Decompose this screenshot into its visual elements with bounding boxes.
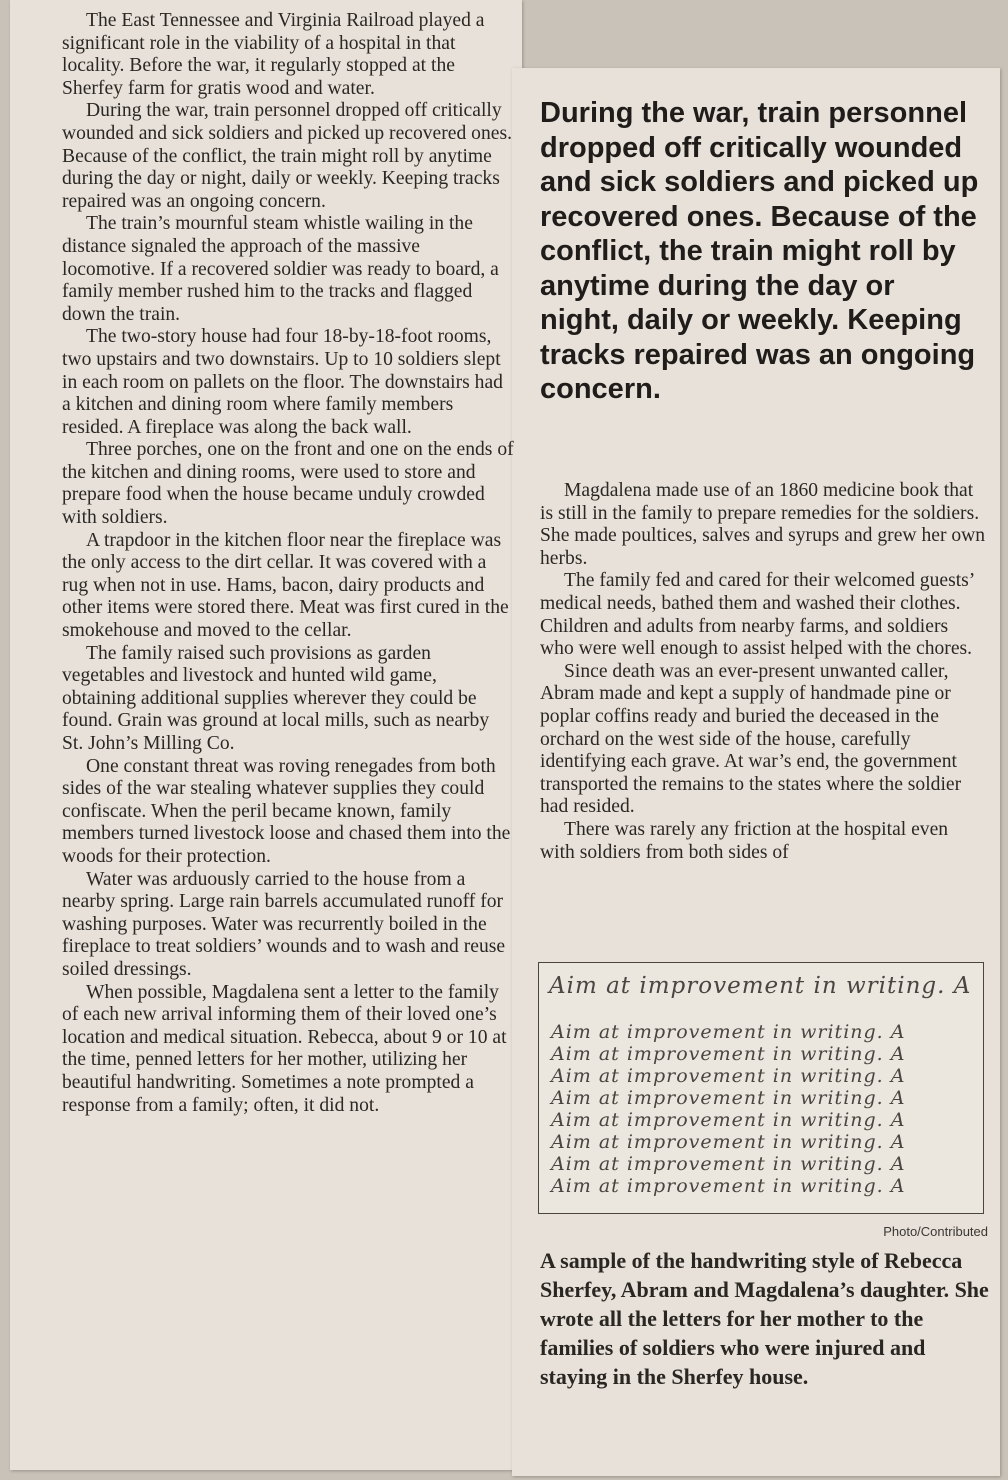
photo-caption: A sample of the handwriting style of Rebecca Sherfey, Abram and Magdalena’s daughter. She wrote all the letters for her mother to the families of soldiers who were injured and staying in the Sherfey house. (540, 1248, 989, 1389)
pull-quote: During the war, train personnel dropped off critically wounded and sick soldiers and picked up recovered ones. Because of the conflict, the train might roll by anytime during the day or night, daily or weekly. Keeping tracks repaired was an ongoing concern. (540, 97, 979, 405)
article-paragraph: The East Tennessee and Virginia Railroad played a significant role in the viability of a hospital in that locality. Before the war, it regularly stopped at the Sherfey farm for gratis wood and water. (62, 10, 485, 99)
article-paragraph: A trapdoor in the kitchen floor near the fireplace was the only access to the dirt cellar. It was covered with a rug when not in use. Hams, bacon, dairy products and other items were stored there. Meat was first cured in the smokehouse and moved to the cellar. (62, 529, 509, 642)
handwriting-line: Aim at improvement in writing. A (551, 1021, 906, 1043)
article-paragraph: Three porches, one on the front and one on the ends of the kitchen and dining rooms, were used to store and prepare food when the house became unduly crowded with soldiers. (62, 439, 514, 529)
handwriting-line: Aim at improvement in writing. A (551, 1109, 906, 1131)
article-paragraph: The train’s mournful steam whistle wailing in the distance signaled the approach of the massive locomotive. If a recovered soldier was ready to board, a family member rushed him to the tracks and flagged down the train. (62, 213, 499, 325)
handwriting-header: Aim at improvement in writing. A (549, 973, 972, 999)
article-paragraph: The two-story house had four 18-by-18-foot rooms, two upstairs and two downstairs. Up to 10 soldiers slept in each room on pallets on the floor. The downstairs had a kitchen and dining room where family members resided. A fireplace was along the back wall. (62, 326, 503, 438)
article-body (62, 10, 514, 1117)
photo-credit: Photo/Contributed (883, 1224, 988, 1239)
article-paragraph: During the war, train personnel dropped off critically wounded and sick soldiers and picked up recovered ones. Because of the conflict, the train might roll by anytime during the day or night, daily or weekly. Keeping tracks repaired was an ongoing concern. (62, 100, 512, 212)
handwriting-line: Aim at improvement in writing. A (551, 1131, 906, 1153)
article-paragraph: Magdalena made use of an 1860 medicine book that is still in the family to prepare remedies for the soldiers. She made poultices, salves and syrups and grew her own herbs. (540, 480, 986, 569)
handwriting-line: Aim at improvement in writing. A (551, 1175, 906, 1197)
article-paragraph: One constant threat was roving renegades from both sides of the war stealing whatever supplies they could confiscate. When the peril became known, family members turned livestock loose and chased them into the woods for their protection. (62, 755, 511, 867)
article-continued (540, 480, 986, 864)
handwriting-sample-image (538, 962, 984, 1214)
handwriting-line: Aim at improvement in writing. A (551, 1043, 906, 1065)
article-paragraph: The family fed and cared for their welcomed guests’ medical needs, bathed them and washed their clothes. Children and adults from nearby farms, and soldiers who were well enough to assist helped with the chores. (540, 570, 974, 660)
article-paragraph: Water was arduously carried to the house from a nearby spring. Large rain barrels accumulated runoff for washing purposes. Water was recurrently boiled in the fireplace to treat soldiers’ wounds and to wash and reuse soiled dressings. (62, 868, 506, 980)
article-paragraph: There was rarely any friction at the hospital even with soldiers from both sides of (540, 818, 949, 863)
article-paragraph: When possible, Magdalena sent a letter to the family of each new arrival informing them of their loved one’s location and medical situation. Rebecca, about 9 or 10 at the time, penned letters for her mother, utilizing her beautiful handwriting. Sometimes a note prompted a response from a family; often, it did not. (62, 981, 507, 1116)
handwriting-line: Aim at improvement in writing. A (551, 1087, 906, 1109)
article-paragraph: The family raised such provisions as garden vegetables and livestock and hunted wild game, obtaining additional supplies wherever they could be found. Grain was ground at local mills, such as nearby St. John’s Milling Co. (62, 642, 490, 754)
handwriting-line: Aim at improvement in writing. A (551, 1153, 906, 1175)
handwriting-line: Aim at improvement in writing. A (551, 1065, 906, 1087)
article-paragraph: Since death was an ever-present unwanted caller, Abram made and kept a supply of handmade pine or poplar coffins ready and buried the deceased in the orchard on the west side of the house, carefully identifying each grave. At war’s end, the government transported the remains to the states where the soldier had resided. (540, 660, 962, 818)
